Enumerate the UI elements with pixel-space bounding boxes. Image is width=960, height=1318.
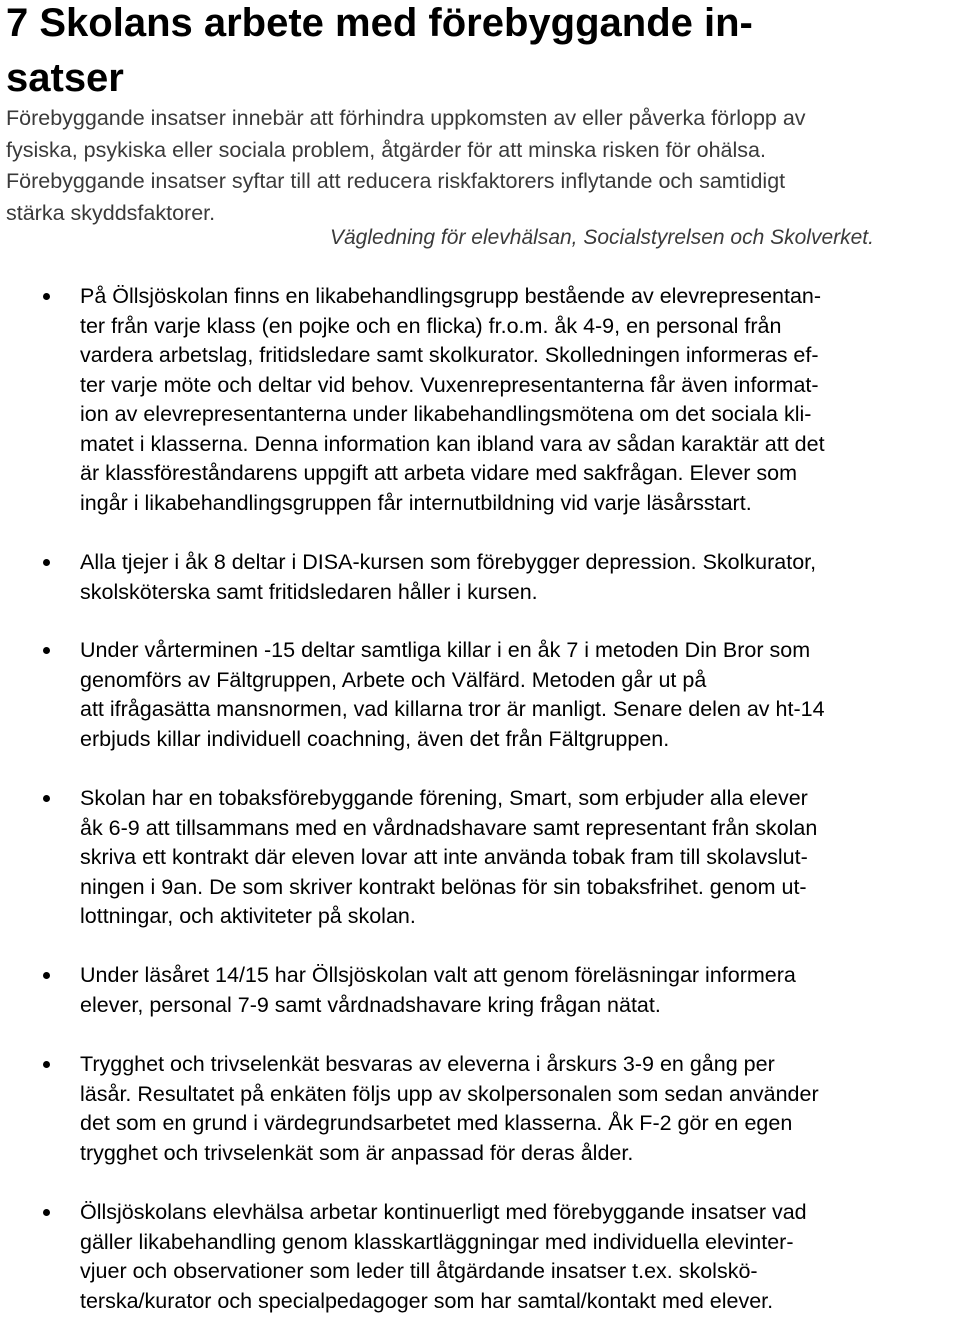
bullet-line: Under vårterminen -15 deltar samtliga killar i en åk 7 i metoden Din Bror som [80,638,811,662]
bullet-line: trygghet och trivselenkät som är anpassad för deras ålder. [80,1140,634,1165]
intro-line: fysiska, psykiska eller sociala problem, åtgärder för att minska risken för ohälsa. [6,137,766,162]
bullet-line: terska/kurator och specialpedagoger som har samtal/kontakt med elever. [80,1288,774,1313]
bullet-dot-icon [43,293,50,300]
bullet-line: skolsköterska samt fritidsledaren håller i kursen. [80,579,538,604]
bullet-line: Under läsåret 14/15 har Öllsjöskolan valt att genom föreläsningar informera [80,963,796,987]
bullet-line: åk 6-9 att tillsammans med en vårdnadshavare samt representant från skolan [80,815,818,840]
heading-line: 7 Skolans arbete med förebyggande in- [6,1,753,45]
heading-line: satser [6,56,124,100]
bullet-line: ter varje möte och deltar vid behov. Vuxenrepresentanterna får även informat- [80,372,819,397]
bullet-line: ter från varje klass (en pojke och en flicka) fr.o.m. åk 4-9, en personal från [80,313,782,338]
intro-paragraph [6,103,956,229]
bullet-dot-icon [43,1209,50,1216]
bullet-item-forelasningar [80,961,960,1020]
bullet-line: genomförs av Fältgruppen, Arbete och Välfärd. Metoden går ut på [80,667,707,692]
bullet-item-smart [80,784,960,932]
bullet-dot-icon [43,1061,50,1068]
bullet-line: På Öllsjöskolan finns en likabehandlingsgrupp bestående av elevrepresentan- [80,284,822,308]
bullet-line: erbjuds killar individuell coachning, även det från Fältgruppen. [80,726,670,751]
bullet-line: gäller likabehandling genom klasskartläggningar med individuella elevinter- [80,1229,794,1254]
bullet-item-disa [80,548,960,607]
bullet-dot-icon [43,795,50,802]
bullet-item-elevhalsa [80,1198,960,1316]
bullet-dot-icon [43,559,50,566]
bullet-line: är klassföreståndarens uppgift att arbeta vidare med sakfrågan. Elever som [80,461,798,485]
bullet-item-din-bror [80,636,960,754]
bullet-line: ingår i likabehandlingsgruppen får internutbildning vid varje läsårsstart. [80,490,752,515]
intro-line: Förebyggande insatser innebär att förhindra uppkomsten av eller påverka förlopp av [6,106,806,130]
intro-line: Förebyggande insatser syftar till att reducera riskfaktorers inflytande och samtidigt [6,169,786,193]
bullet-line: matet i klasserna. Denna information kan ibland vara av sådan karaktär att det [80,431,825,456]
bullet-line: skriva ett kontrakt där eleven lovar att inte använda tobak fram till skolavslut- [80,845,808,869]
bullet-line: Öllsjöskolans elevhälsa arbetar kontinuerligt med förebyggande insatser vad [80,1200,807,1224]
bullet-line: Alla tjejer i åk 8 deltar i DISA-kursen som förebygger depression. Skolkurator, [80,550,817,574]
bullet-line: läsår. Resultatet på enkäten följs upp av skolpersonalen som sedan använder [80,1081,819,1106]
bullet-line: vjuer och observationer som leder till åtgärdande insatser t.ex. skolskö- [80,1259,758,1283]
bullet-line: lottningar, och aktiviteter på skolan. [80,904,416,928]
bullet-line: Trygghet och trivselenkät besvaras av eleverna i årskurs 3-9 en gång per [80,1052,775,1076]
bullet-line: elever, personal 7-9 samt vårdnadshavare kring frågan nätat. [80,992,661,1017]
bullet-dot-icon [43,647,50,654]
bullet-dot-icon [43,972,50,979]
bullet-line: Skolan har en tobaksförebyggande förening, Smart, som erbjuder alla elever [80,786,808,810]
source-citation: Vägledning för elevhälsan, Socialstyrelsen och Skolverket. [330,226,874,249]
bullet-line: ion av elevrepresentanterna under likabehandlingsmötena om det sociala kli- [80,402,812,426]
bullet-line: att ifrågasätta mansnormen, vad killarna tror är manligt. Senare delen av ht-14 [80,697,825,721]
intro-line: stärka skyddsfaktorer. [6,200,216,225]
section-heading [6,0,956,106]
bullet-line: vardera arbetslag, fritidsledare samt skolkurator. Skolledningen informeras ef- [80,343,819,367]
bullet-item-likabehandlingsgrupp [80,282,960,518]
bullet-line: ningen i 9an. De som skriver kontrakt belönas för sin tobaksfrihet. genom ut- [80,874,807,899]
bullet-item-trivselenkat [80,1050,960,1168]
bullet-line: det som en grund i värdegrundsarbetet med klasserna. Åk F-2 gör en egen [80,1111,793,1135]
